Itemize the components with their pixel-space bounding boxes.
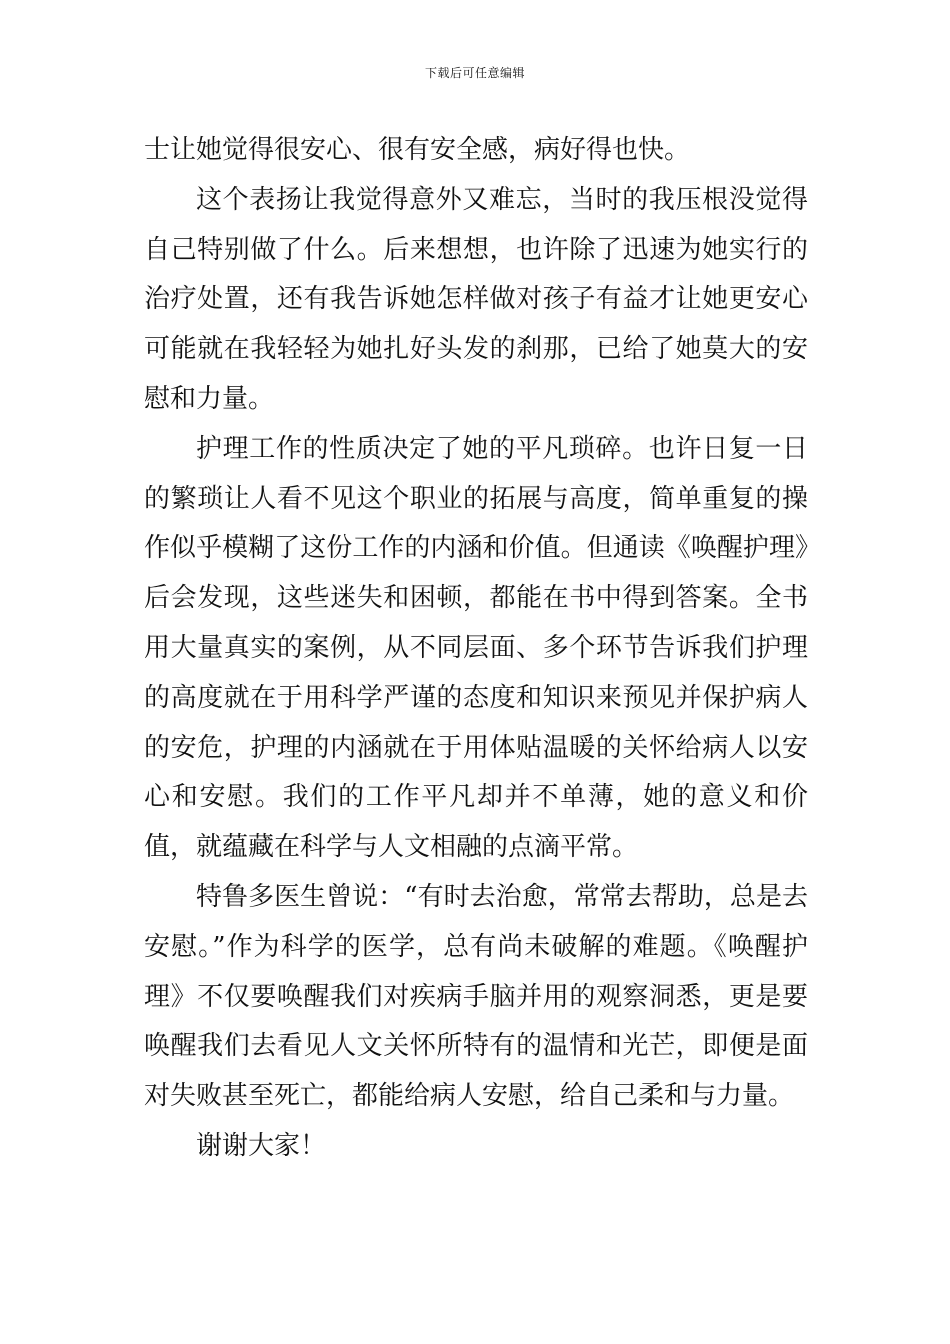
paragraph-nursing-nature: 护理工作的性质决定了她的平凡琐碎。也许日复一日的繁琐让人看不见这个职业的拓展与高度，简单重复的操作似乎模糊了这份工作的内涵和价值。但通读《唤醒护理》后会发现，这些迷失和困顿，都能在书中得到答案。全书用大量真实的案例，从不同层面、多个环节告诉我们护理的高度就在于用科学严谨的态度和知识来预见并保护病人的安危，护理的内涵就在于用体贴温暖的关怀给病人以安心和安慰。我们的工作平凡却并不单薄，她的意义和价值，就蕴藏在科学与人文相融的点滴平常。 bbox=[144, 433, 808, 863]
paragraph-praise: 这个表扬让我觉得意外又难忘，当时的我压根没觉得自己特别做了什么。后来想想，也许除了迅速为她实行的治疗处置，还有我告诉她怎样做对孩子有益才让她更安心可能就在我轻轻为她扎好头发的刹那，已给了她莫大的安慰和力量。 bbox=[144, 184, 808, 414]
document-body bbox=[144, 126, 808, 1172]
paragraph-trudeau-quote: 特鲁多医生曾说：“有时去治愈，常常去帮助，总是去安慰。”作为科学的医学，总有尚未破解的难题。《唤醒护理》不仅要唤醒我们对疾病手脑并用的观察洞悉，更是要唤醒我们去看见人文关怀所特有的温情和光芒，即便是面对失败甚至死亡，都能给病人安慰，给自己柔和与力量。 bbox=[144, 881, 808, 1112]
paragraph-thanks: 谢谢大家！ bbox=[196, 1130, 327, 1161]
paragraph-continuation: 士让她觉得很安心、很有安全感，病好得也快。 bbox=[144, 135, 691, 165]
page-header: 下载后可任意编辑 bbox=[424, 66, 525, 80]
